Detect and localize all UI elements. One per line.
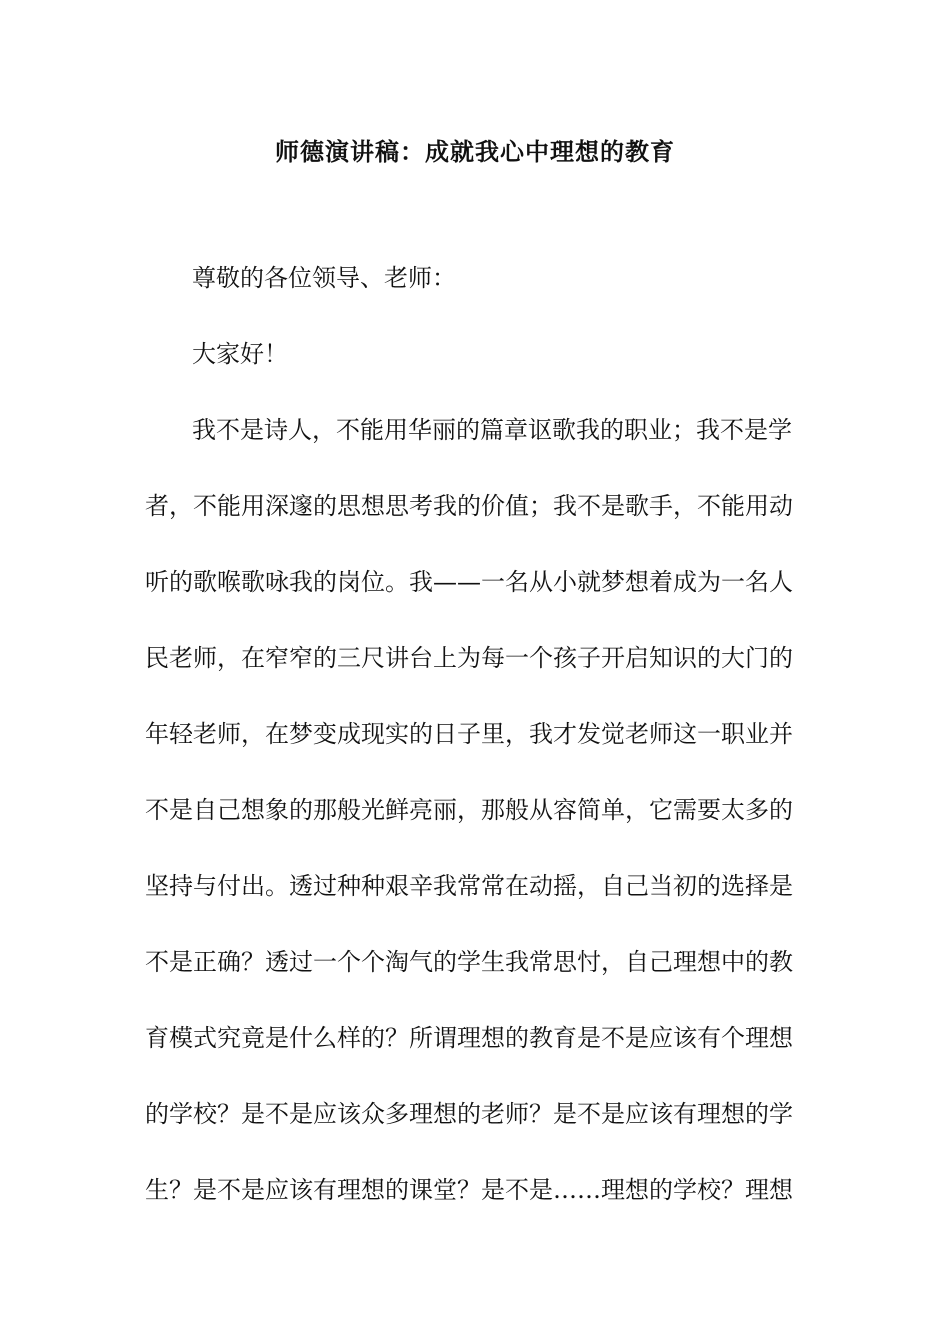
paragraph-line: 民老师，在窄窄的三尺讲台上为每一个孩子开启知识的大门的 (145, 644, 793, 672)
paragraph-line: 我不是诗人，不能用华丽的篇章讴歌我的职业；我不是学 (192, 416, 792, 444)
salutation-text: 尊敬的各位领导、老师： (192, 264, 456, 292)
paragraph-line: 不是自己想象的那般光鲜亮丽，那般从容简单，它需要太多的 (145, 796, 793, 824)
greeting-text: 大家好！ (192, 340, 288, 368)
paragraph-line: 年轻老师，在梦变成现实的日子里，我才发觉老师这一职业并 (145, 720, 793, 748)
page-title: 师德演讲稿：成就我心中理想的教育 (275, 138, 675, 166)
paragraph-line: 者，不能用深邃的思想思考我的价值；我不是歌手，不能用动 (145, 492, 793, 520)
paragraph-line: 坚持与付出。透过种种艰辛我常常在动摇，自己当初的选择是 (145, 872, 793, 900)
paragraph-line: 不是正确？透过一个个淘气的学生我常思忖，自己理想中的教 (145, 948, 793, 976)
paragraph-line: 听的歌喉歌咏我的岗位。我——一名从小就梦想着成为一名人 (145, 568, 793, 596)
paragraph-line: 生？是不是应该有理想的课堂？是不是……理想的学校？理想 (145, 1176, 793, 1204)
paragraph-line: 育模式究竟是什么样的？所谓理想的教育是不是应该有个理想 (145, 1024, 793, 1052)
paragraph-line: 的学校？是不是应该众多理想的老师？是不是应该有理想的学 (145, 1100, 793, 1128)
